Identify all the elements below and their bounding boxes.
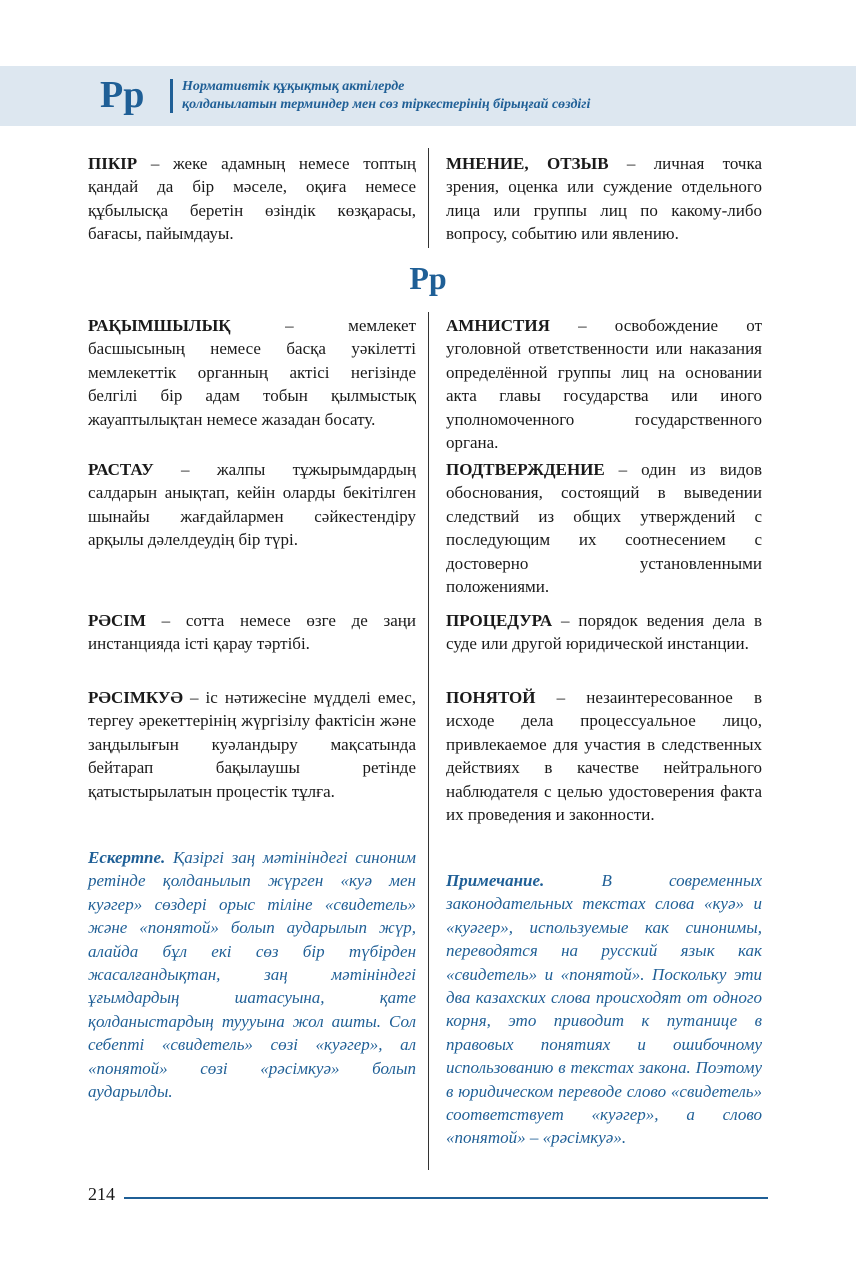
entry-left-rasim <box>88 609 416 656</box>
term-definition: – один из видов обоснования, состоящий в выведении следствий из общих утверждений с последующим их соотнесением с достоверно установленными положениями. <box>446 460 762 597</box>
entry-right-mnenie <box>446 152 762 246</box>
term-label: МНЕНИЕ, ОТЗЫВ <box>446 154 609 173</box>
entry-right-protsedura <box>446 609 762 656</box>
term-definition: – іс нәтижесіне мүдделі емес, тергеу әрекеттерінің жүргізілу фактісін және заңдылығын куәландыру мақсатында бейтарап бақылаушы ретінде қатыстырылатын процестік тұлға. <box>88 688 416 801</box>
term-definition: – жеке адамның немесе топтың қандай да бір мәселе, оқиға немесе құбылысқа беретін өзіндік көзқарасы, бағасы, пайымдауы. <box>88 154 416 244</box>
note-label: Ескертпе. <box>88 848 166 867</box>
term-definition: – незаинтересованное в исходе дела процессуальное лицо, привлекаемое для участия в следственных действиях в качестве нейтрального наблюдателя с целью удостоверения факта их проведения и законности. <box>446 688 762 825</box>
term-label: ПІКІР <box>88 154 138 173</box>
column-divider-main <box>428 312 429 1170</box>
term-label: ПОНЯТОЙ <box>446 688 536 707</box>
column-divider-top <box>428 148 429 248</box>
entry-left-rastau <box>88 458 416 552</box>
term-label: АМНИСТИЯ <box>446 316 550 335</box>
term-definition: – личная точка зрения, оценка или суждение отдельного лица или группы лиц по какому-либо вопросу, событию или явлению. <box>446 154 762 244</box>
entry-left-rakymshylyk <box>88 314 416 431</box>
term-label: РАСТАУ <box>88 460 154 479</box>
footer-rule <box>124 1197 768 1199</box>
page-number: 214 <box>88 1184 115 1204</box>
term-label: РӘСІМКУӘ <box>88 688 183 707</box>
header-letter: Рр <box>100 74 145 116</box>
note-label: Примечание. <box>446 871 545 890</box>
term-definition: – сотта немесе өзге де заңи инстанцияда істі қарау тәртібі. <box>88 611 416 654</box>
header-subtitle-line2: қолданылатын терминдер мен сөз тіркестерінің бірыңғай сөздігі <box>182 97 591 112</box>
entry-right-ponyatoy <box>446 686 762 826</box>
header-subtitle <box>182 78 590 114</box>
entry-left-pikir <box>88 152 416 246</box>
term-label: РӘСІМ <box>88 611 146 630</box>
section-letter: Рр <box>409 260 447 296</box>
term-definition: – порядок ведения дела в суде или другой юридической инстанции. <box>446 611 762 654</box>
term-label: ПОДТВЕРЖДЕНИЕ <box>446 460 605 479</box>
note-text: Қазіргі заң мәтініндегі синоним ретінде қолданылып жүрген «куә мен куәгер» сөздері орыс тіліне «свидетель» және «понятой» болып аударылып жүр, алайда бұл екі сөз бір түбірден жасалғандықтан, заң мәтініндегі ұғымдардың шатасуына, қате қолданыстардың туууына жол ашты. Сол себепті «свидетель» сөзі «куәгер», ал «понятой» сөзі «рәсімкуә» болып аударылды. <box>88 848 416 1102</box>
term-definition: – освобождение от уголовной ответственности или наказания определённой группы лиц на основании акта главы государства или иного уполномоченного государственного органа. <box>446 316 762 453</box>
term-definition: – мемлекет басшысының немесе басқа уәкілетті мемлекеттік органның актісі негізінде белгілі бір адам тобын қылмыстық жауаптылықтан немесе жазадан босату. <box>88 316 416 429</box>
entry-right-podtverzhdenie <box>446 458 762 598</box>
term-definition: – жалпы тұжырымдардың салдарын анықтап, кейін оларды бекітілген шынайы жағдайлармен сәйкестендіру арқылы дәлелдеудің бір түрі. <box>88 460 416 550</box>
header-subtitle-line1: Нормативтік құқықтық актілерде <box>182 79 405 94</box>
term-label: ПРОЦЕДУРА <box>446 611 553 630</box>
note-right <box>446 869 762 1150</box>
term-label: РАҚЫМШЫЛЫҚ <box>88 316 231 335</box>
header-divider <box>170 79 173 113</box>
note-left <box>88 846 416 1103</box>
entry-right-amnistiya <box>446 314 762 454</box>
entry-left-rasimkua <box>88 686 416 803</box>
note-text: В современных законодательных текстах слова «куә» и «куәгер», используемые как синонимы, переводятся на русский язык как «свидетель» и «понятой». Поскольку эти два казахских слова происходят от одного корня, это приводит к путанице в правовых понятиях и ошибочному использованию в текстах закона. Поэтому в юридическом переводе слово «свидетель» соответствует «куәгер», а слово «понятой» – «рәсімкуә». <box>446 871 762 1148</box>
